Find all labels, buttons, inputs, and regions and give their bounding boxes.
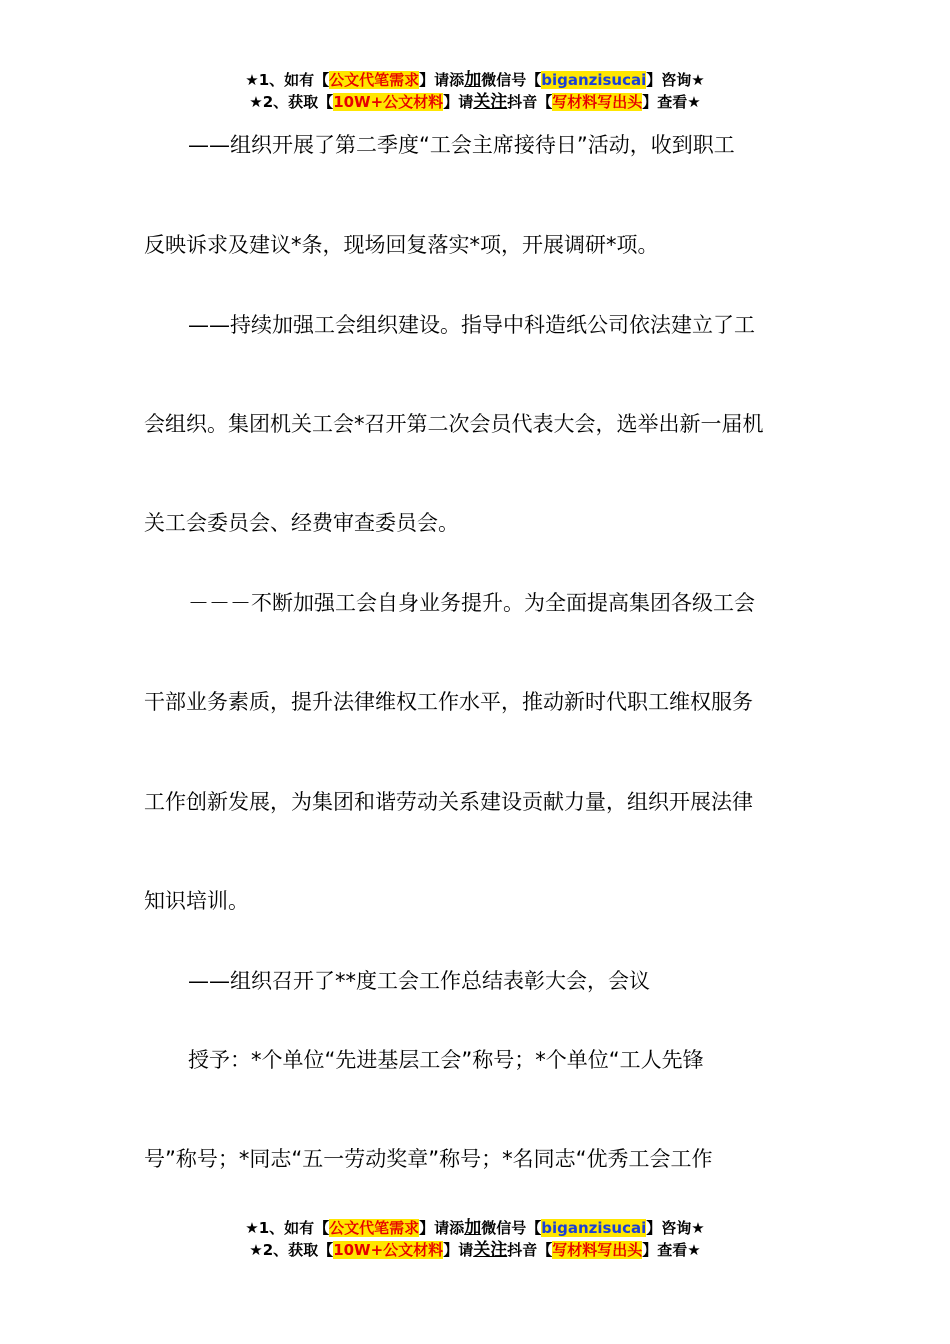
body-line-10: ——组织召开了**度工会工作总结表彰大会，会议 — [188, 969, 650, 993]
footer-l1-highlight-wechat: biganzisucai — [541, 1219, 647, 1237]
footer-line-1 — [0, 1218, 950, 1240]
footer-l2-highlight-douyin: 写材料写出头 — [552, 1241, 643, 1259]
body-line-1: ——组织开展了第二季度“工会主席接待日”活动，收到职工 — [188, 133, 735, 157]
footer-l1-mid1: 】请添 — [419, 1219, 465, 1237]
body-line-3: ——持续加强工会组织建设。指导中科造纸公司依法建立了工 — [188, 313, 755, 337]
header-l2-prefix: ★2、获取【 — [249, 93, 334, 111]
footer-l2-highlight-materials: 10W+公文材料 — [333, 1241, 444, 1259]
header-banner — [0, 70, 950, 114]
body-line-2: 反映诉求及建议*条，现场回复落实*项，开展调研*项。 — [144, 233, 659, 257]
body-line-6: －－－不断加强工会自身业务提升。为全面提高集团各级工会 — [188, 591, 755, 615]
header-l1-highlight-wechat: biganzisucai — [541, 71, 647, 89]
footer-l2-mid1: 】请 — [443, 1241, 474, 1259]
footer-l2-mid2: 抖音【 — [507, 1241, 553, 1259]
header-l2-emph: 关注 — [473, 92, 508, 112]
header-l1-prefix: ★1、如有【 — [245, 71, 330, 89]
header-l1-highlight-service: 公文代笔需求 — [329, 71, 420, 89]
header-l2-highlight-douyin: 写材料写出头 — [552, 93, 643, 111]
body-line-11: 授予：*个单位“先进基层工会”称号；*个单位“工人先锋 — [188, 1048, 704, 1072]
header-l1-suffix: 】咨询★ — [646, 71, 705, 89]
body-line-8: 工作创新发展，为集团和谐劳动关系建设贡献力量，组织开展法律 — [144, 790, 753, 814]
footer-l1-highlight-service: 公文代笔需求 — [329, 1219, 420, 1237]
header-l1-emph: 加 — [464, 70, 482, 90]
body-line-5: 关工会委员会、经费审查委员会。 — [144, 511, 459, 535]
footer-l1-mid2: 微信号【 — [481, 1219, 542, 1237]
header-line-1 — [0, 70, 950, 92]
body-line-4: 会组织。集团机关工会*召开第二次会员代表大会，选举出新一届机 — [144, 412, 764, 436]
footer-l2-suffix: 】查看★ — [642, 1241, 701, 1259]
footer-line-2 — [0, 1240, 950, 1262]
footer-l2-prefix: ★2、获取【 — [249, 1241, 334, 1259]
footer-l1-suffix: 】咨询★ — [646, 1219, 705, 1237]
header-l2-highlight-materials: 10W+公文材料 — [333, 93, 444, 111]
footer-l1-prefix: ★1、如有【 — [245, 1219, 330, 1237]
footer-l2-emph: 关注 — [473, 1240, 508, 1260]
body-line-7: 干部业务素质，提升法律维权工作水平，推动新时代职工维权服务 — [144, 690, 753, 714]
body-line-9: 知识培训。 — [144, 889, 249, 913]
body-line-12: 号”称号；*同志“五一劳动奖章”称号；*名同志“优秀工会工作 — [144, 1147, 713, 1171]
header-line-2 — [0, 92, 950, 114]
footer-banner — [0, 1218, 950, 1262]
footer-l1-emph: 加 — [464, 1218, 482, 1238]
header-l2-suffix: 】查看★ — [642, 93, 701, 111]
header-l2-mid2: 抖音【 — [507, 93, 553, 111]
header-l1-mid1: 】请添 — [419, 71, 465, 89]
header-l2-mid1: 】请 — [443, 93, 474, 111]
header-l1-mid2: 微信号【 — [481, 71, 542, 89]
